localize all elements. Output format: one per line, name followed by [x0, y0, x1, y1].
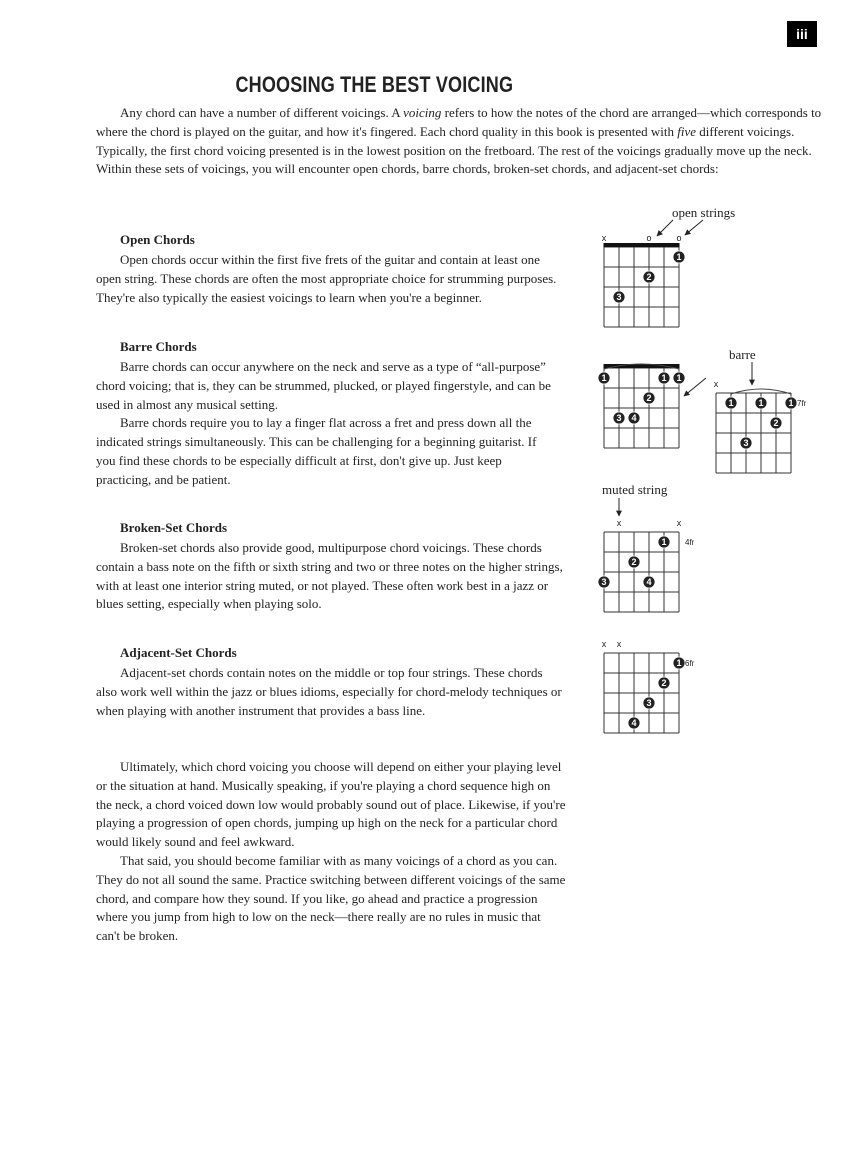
svg-text:1: 1	[788, 398, 794, 409]
finger-dot	[598, 576, 610, 588]
finger-dot	[613, 412, 625, 424]
finger-dot	[643, 271, 655, 283]
fret-position-label: 4fr	[685, 538, 695, 547]
finger-dot	[740, 437, 752, 449]
open-mark: o	[676, 233, 682, 243]
svg-text:1: 1	[661, 537, 667, 548]
nut	[604, 364, 680, 368]
finger-dot	[755, 397, 767, 409]
svg-text:1: 1	[601, 373, 607, 384]
chord-diagram-broken	[598, 518, 695, 612]
svg-text:1: 1	[758, 398, 764, 409]
emphasis-five: five	[677, 123, 697, 139]
svg-text:4: 4	[646, 577, 652, 588]
svg-text:2: 2	[661, 678, 667, 689]
svg-text:4: 4	[631, 718, 637, 729]
svg-text:1: 1	[661, 373, 667, 384]
open-chords-text: Open chords occur within the first five frets of the guitar and contain at least one open string. These chords are often the most appropriate choice for strumming purposes. They're also typically the easiest voicings to learn when you're a beginner.	[96, 252, 557, 305]
barre-chords-text: Barre chords can occur anywhere on the neck and serve as a type of “all-purpose” chord voicing; that is, they can be strummed, plucked, or played fingerstyle, and can be used in almost any musical setting. Barre chords require you to lay a finger flat across a fret and press down all the indicated strings simultaneously. This can be challenging for a beginning guitarist. If you find these chords to be especially difficult at first, don't give up. Just keep practicing, and be patient.	[96, 359, 551, 487]
adjacent-set-text: Adjacent-set chords contain notes on the middle or top four strings. These chords also work well within the jazz or blues idioms, especially for chord-melody techniques or when playing with another instrument that provides a bass line.	[96, 665, 562, 718]
intro-paragraph: Any chord can have a number of different voicings. A voicing refers to how the notes of the chord are arranged—which corresponds to where the chord is played on the guitar, and how it's fingered. Each chord quality in this book is presented with five different voicings. Typically, the first chord voicing presented is in the lowest position on the fretboard. The rest of the voicings gradually move up the neck. Within these sets of voicings, you will encounter open chords, barre chords, broken-set chords, and adjacent-set chords:	[96, 105, 822, 177]
svg-text:3: 3	[616, 292, 622, 303]
svg-text:3: 3	[616, 413, 622, 424]
muted-mark: x	[601, 639, 607, 649]
svg-text:1: 1	[676, 658, 682, 669]
barre-chords-heading: Barre Chords	[120, 339, 197, 354]
muted-mark: x	[601, 233, 607, 243]
muted-mark: x	[616, 639, 622, 649]
page-number: iii	[787, 21, 817, 47]
broken-set-heading: Broken-Set Chords	[120, 520, 228, 535]
fret-position-label: 6fr	[685, 659, 695, 668]
nut	[604, 243, 680, 247]
fret-position-label: 7fr	[797, 399, 807, 408]
finger-dot	[598, 372, 610, 384]
finger-dot	[725, 397, 737, 409]
finger-dot	[658, 536, 670, 548]
svg-text:3: 3	[646, 698, 652, 709]
finger-dot	[673, 251, 685, 263]
chord-diagram-barre1	[598, 364, 685, 448]
svg-text:2: 2	[646, 393, 652, 404]
open-mark: o	[646, 233, 652, 243]
svg-text:3: 3	[601, 577, 607, 588]
finger-dot	[643, 576, 655, 588]
finger-dot	[643, 392, 655, 404]
svg-text:1: 1	[676, 252, 682, 263]
svg-text:2: 2	[631, 557, 637, 568]
adjacent-set-heading: Adjacent-Set Chords	[120, 645, 237, 660]
finger-dot	[658, 677, 670, 689]
term-voicing: voicing	[403, 105, 442, 120]
broken-set-text: Broken-set chords also provide good, multipurpose chord voicings. These chords contain a bass note on the fifth or sixth string and two or three notes on the higher strings, with at least one interior string muted, or not played. These often work best in a jazz or blues setting, especially when playing solo.	[96, 540, 563, 612]
open-strings-label: open strings	[672, 205, 736, 220]
muted-string-label: muted string	[602, 482, 668, 497]
finger-dot	[628, 556, 640, 568]
finger-dot	[643, 697, 655, 709]
finger-dot	[785, 397, 797, 409]
finger-dot	[673, 372, 685, 384]
chord-diagram-barre2	[714, 379, 807, 473]
chord-diagram-open	[602, 233, 685, 327]
svg-text:2: 2	[646, 272, 652, 283]
svg-text:4: 4	[631, 413, 637, 424]
barre-label: barre	[729, 347, 756, 362]
chord-diagram-adjacent	[602, 639, 695, 733]
finger-dot	[658, 372, 670, 384]
page-title: CHOOSING THE BEST VOICING	[235, 72, 514, 97]
svg-text:1: 1	[728, 398, 734, 409]
finger-dot	[613, 291, 625, 303]
svg-text:1: 1	[676, 373, 682, 384]
muted-mark: x	[616, 518, 622, 528]
svg-text:3: 3	[743, 438, 749, 449]
closing-text: Ultimately, which chord voicing you choose will depend on either your playing level or the situation at hand. Musically speaking, if you're playing a chord sequence high on the neck, a chord voiced down low would probably sound out of place. Likewise, if you're playing a progression of open chords, jumping up high on the neck for a particular chord would likely sound and feel awkward. That said, you should become familiar with as many voicings of a chord as you can. They do not all sound the same. Practice switching between different voicings of the same chord, and compare how they sound. If you like, go ahead and practice a progression where you jump from high to low on the neck—there really are no rules in music that can't be broken.	[96, 759, 566, 944]
open-chords-heading: Open Chords	[120, 232, 195, 247]
muted-mark: x	[676, 518, 682, 528]
svg-text:2: 2	[773, 418, 779, 429]
finger-dot	[628, 717, 640, 729]
finger-dot	[628, 412, 640, 424]
finger-dot	[673, 657, 685, 669]
finger-dot	[770, 417, 782, 429]
muted-mark: x	[713, 379, 719, 389]
